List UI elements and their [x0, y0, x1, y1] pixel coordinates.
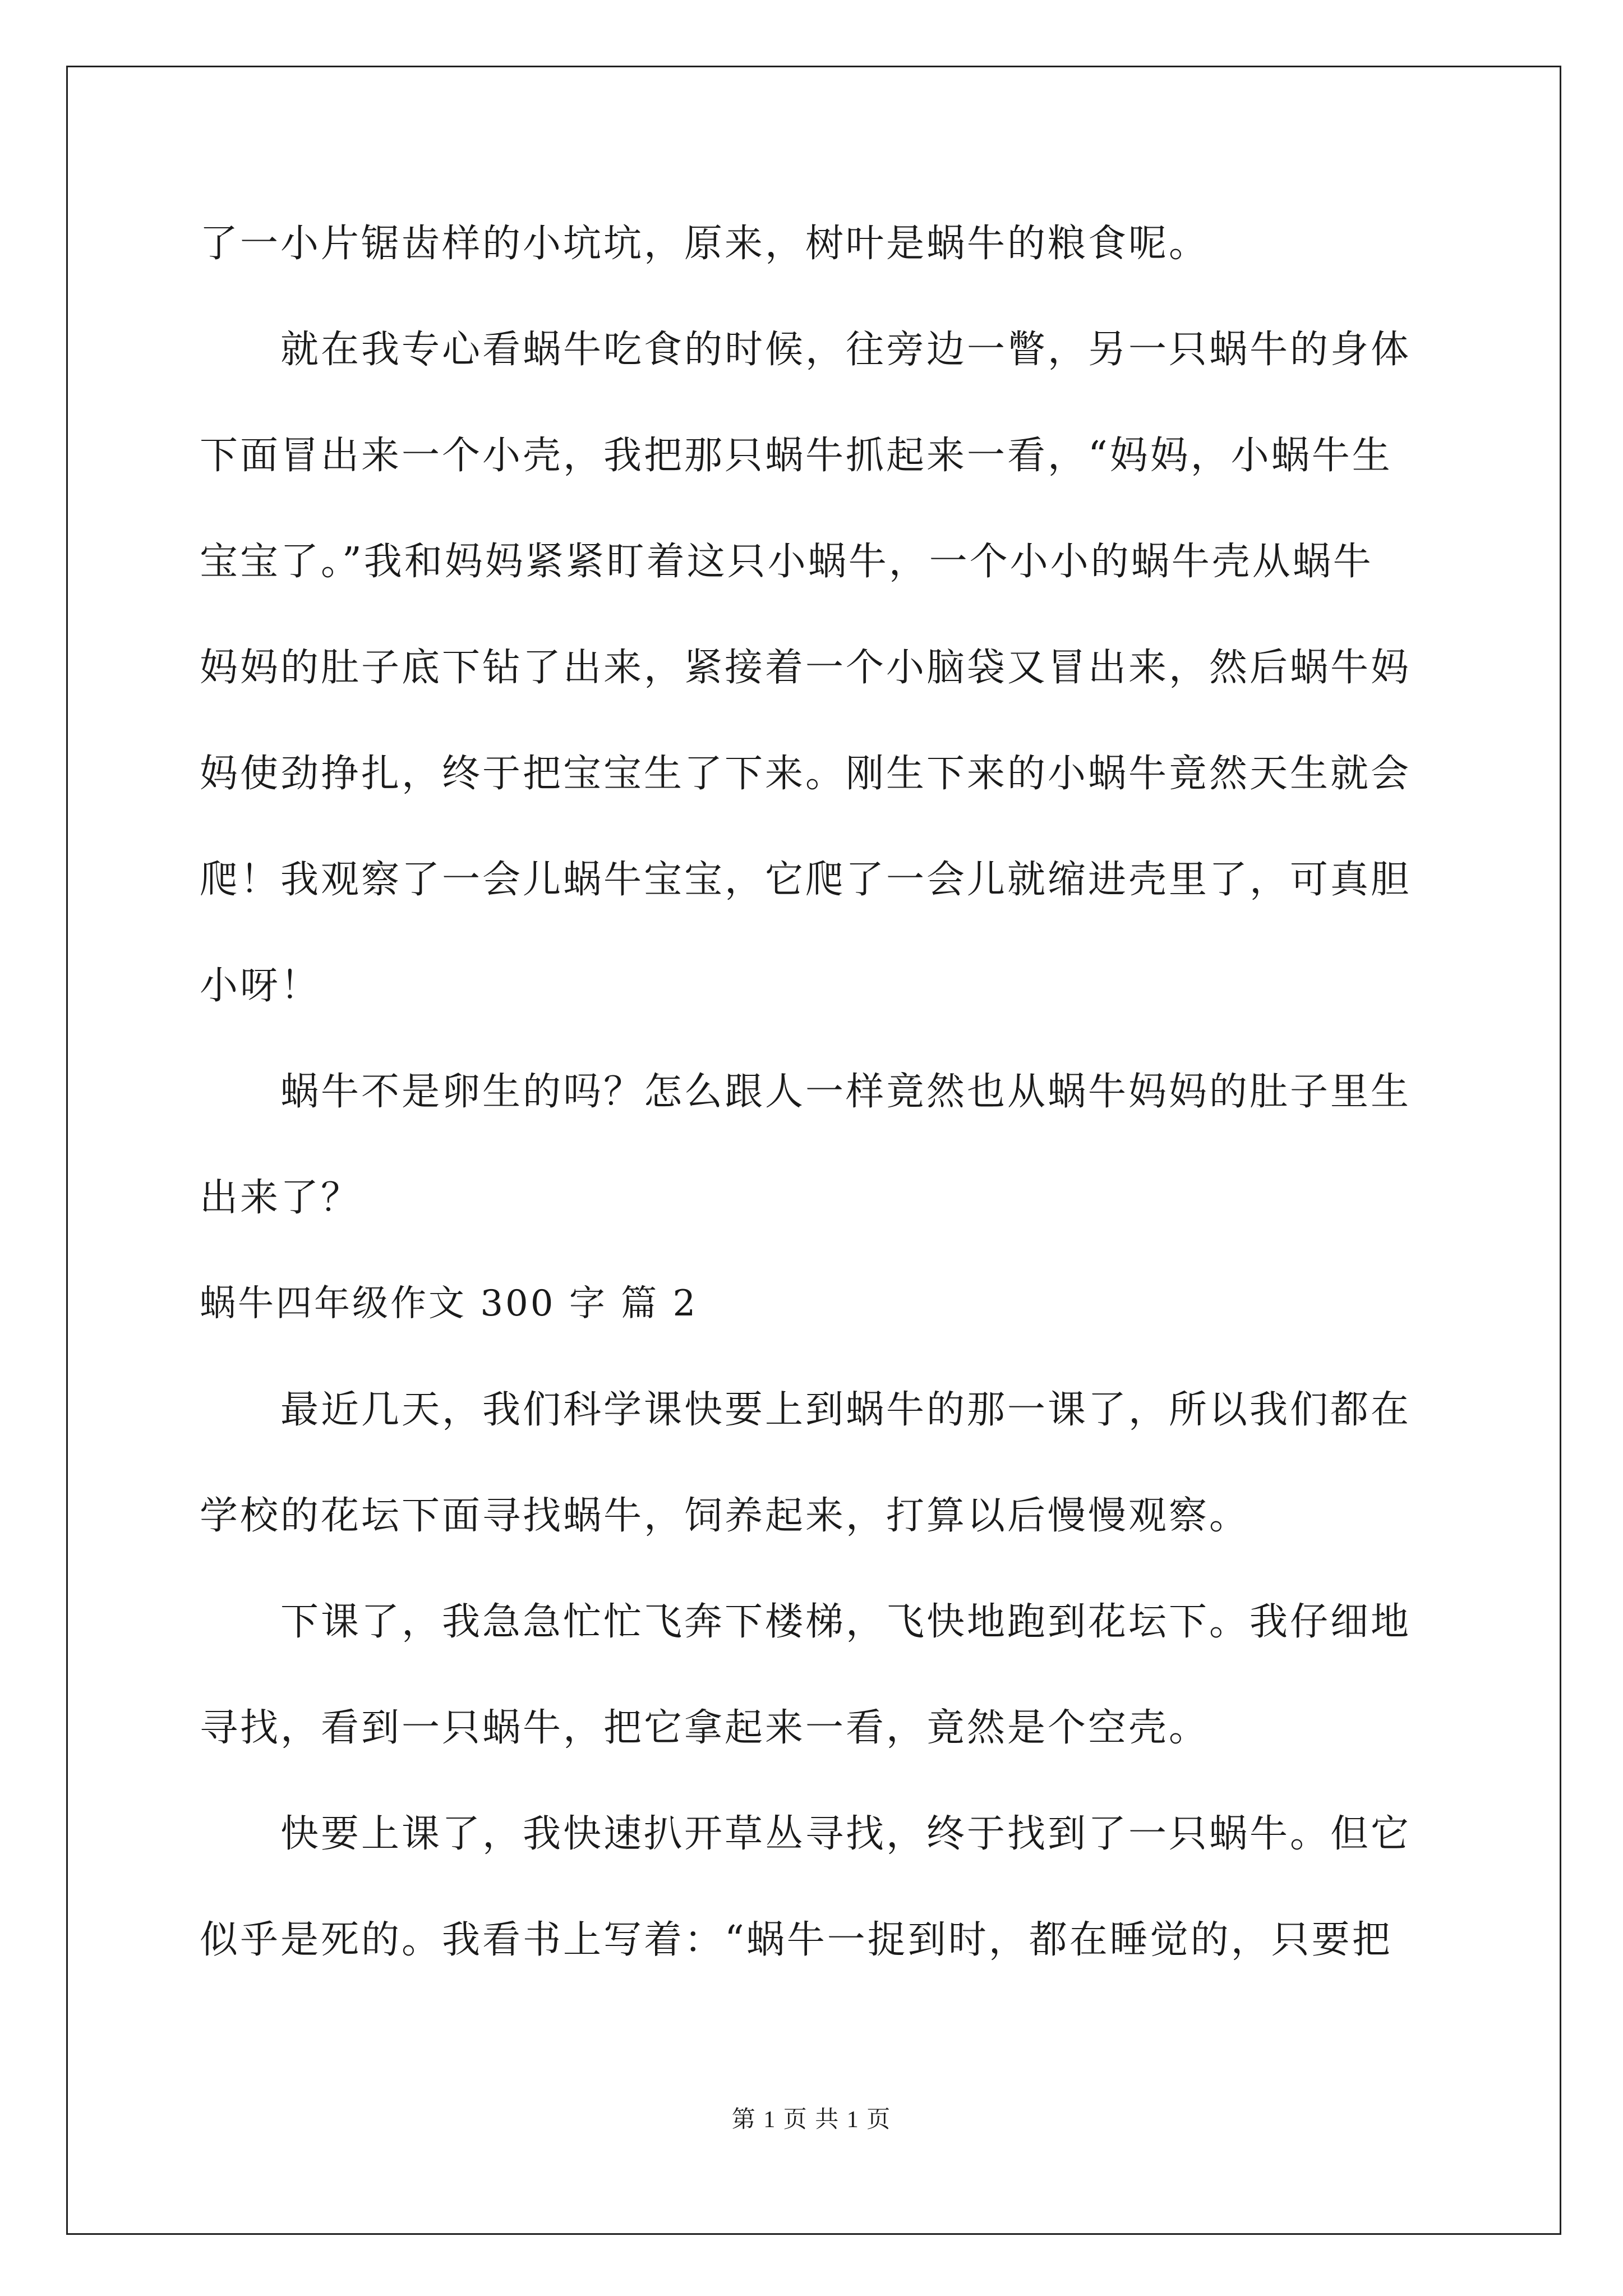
text-line: 了一小片锯齿样的小坑坑，原来，树叶是蜗牛的粮食呢。	[200, 222, 1210, 266]
text-line: 学校的花坛下面寻找蜗牛，饲养起来，打算以后慢慢观察。	[200, 1494, 1250, 1538]
section-heading: 蜗牛四年级作文 300 字 篇 2	[200, 1283, 698, 1324]
text-line: 下课了，我急急忙忙飞奔下楼梯，飞快地跑到花坛下。我仔细地	[280, 1600, 1412, 1644]
text-line: 小呀！	[200, 964, 321, 1008]
text-line: 妈妈的肚子底下钻了出来，紧接着一个小脑袋又冒出来，然后蜗牛妈	[200, 646, 1412, 690]
text-line: 似乎是死的。我看书上写着：“蜗牛一捉到时，都在睡觉的，只要把	[200, 1918, 1393, 1962]
text-line: 爬！我观察了一会儿蜗牛宝宝，它爬了一会儿就缩进壳里了，可真胆	[200, 858, 1412, 902]
text-line: 宝宝了。”我和妈妈紧紧盯着这只小蜗牛，一个小小的蜗牛壳从蜗牛	[200, 540, 1373, 584]
text-line: 出来了？	[200, 1176, 362, 1220]
text-line: 下面冒出来一个小壳，我把那只蜗牛抓起来一看，“妈妈，小蜗牛生	[200, 434, 1393, 478]
text-line: 就在我专心看蜗牛吃食的时候，往旁边一瞥，另一只蜗牛的身体	[280, 328, 1412, 372]
text-line: 寻找，看到一只蜗牛，把它拿起来一看，竟然是个空壳。	[200, 1706, 1210, 1750]
document-body	[200, 191, 1433, 1993]
page-number-footer: 第 1 页 共 1 页	[731, 2107, 892, 2133]
text-line: 妈使劲挣扎，终于把宝宝生了下来。刚生下来的小蜗牛竟然天生就会	[200, 752, 1412, 796]
text-line: 快要上课了，我快速扒开草丛寻找，终于找到了一只蜗牛。但它	[280, 1812, 1412, 1856]
text-line: 蜗牛不是卵生的吗？怎么跟人一样竟然也从蜗牛妈妈的肚子里生	[280, 1070, 1412, 1114]
text-line: 最近几天，我们科学课快要上到蜗牛的那一课了，所以我们都在	[280, 1388, 1412, 1432]
